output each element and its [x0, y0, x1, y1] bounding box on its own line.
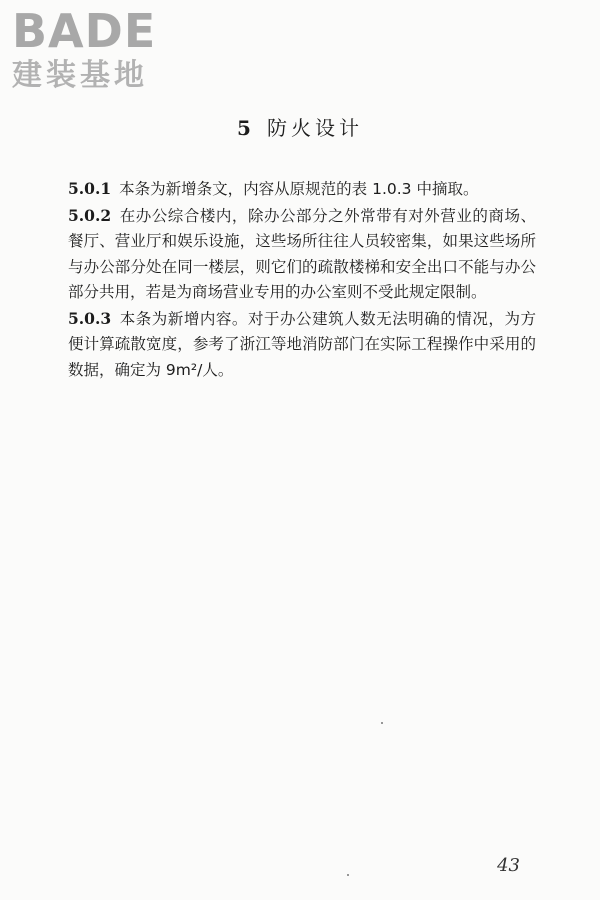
section-number: 5 — [237, 116, 255, 140]
clause-5-0-2 — [68, 203, 536, 306]
bade-logo — [12, 6, 182, 94]
clause-text: 本条为新增条文，内容从原规范的表 1.0.3 中摘取。 — [119, 180, 479, 198]
clause-number: 5.0.1 — [68, 179, 112, 198]
section-title: 防火设计 — [266, 116, 363, 140]
clause-text: 本条为新增内容。对于办公建筑人数无法明确的情况，为方便计算疏散宽度，参考了浙江等地消防部门在实际工程操作中采用的数据，确定为 9m²/人。 — [68, 309, 536, 379]
clause-5-0-1 — [68, 176, 536, 203]
section-heading — [0, 112, 600, 141]
logo-wordmark: BADE — [12, 4, 157, 58]
page-number: 43 — [497, 855, 520, 876]
scan-speck — [347, 874, 349, 876]
logo-subtitle: 建装基地 — [12, 58, 148, 93]
clause-number: 5.0.2 — [68, 205, 112, 225]
clause-text: 在办公综合楼内，除办公部分之外常带有对外营业的商场、餐厅、营业厅和娱乐设施，这些场所往往人员较密集，如果这些场所与办公部分处在同一楼层，则它们的疏散楼梯和安全出口不能与办公部分共用，若是为商场营业专用的办公室则不受此规定限制。 — [68, 206, 536, 301]
clause-5-0-3 — [68, 306, 536, 384]
scan-speck — [381, 722, 383, 724]
clause-list — [68, 176, 536, 383]
clause-number: 5.0.3 — [68, 308, 112, 328]
